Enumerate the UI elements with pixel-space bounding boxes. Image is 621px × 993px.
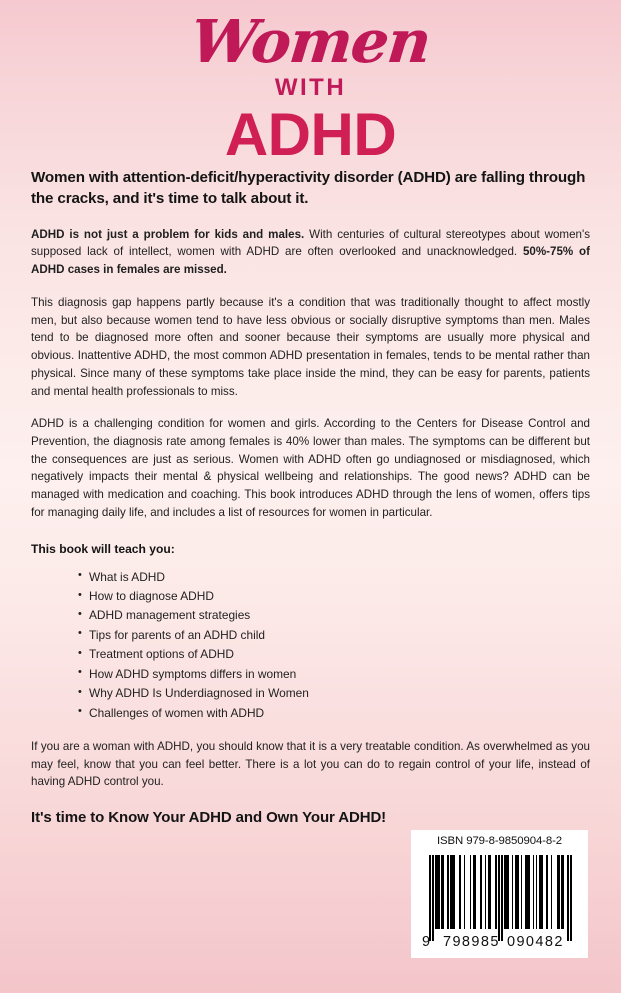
paragraph-4: If you are a woman with ADHD, you should know that it is a very treatable condition. As overwhelmed as you may feel, know that you can feel better. There is a lot you can do to regain control of your life, instead of having ADHD control you. <box>31 739 590 789</box>
barcode-bar <box>570 855 572 941</box>
barcode-lead-digit: 9 <box>422 934 432 950</box>
title-adhd: ADHD <box>224 101 397 169</box>
list-item: • What is ADHD <box>78 568 590 587</box>
call-to-action: It's time to Know Your ADHD and Own Your ADHD! <box>31 809 387 827</box>
title-block <box>0 0 621 169</box>
paragraph-1 <box>31 226 590 279</box>
teach-heading: This book will teach you: <box>31 541 175 556</box>
paragraph-1-bold-tail: 50%-75% of ADHD cases in females are missed. <box>31 245 590 277</box>
teach-list <box>31 568 590 723</box>
barcode-digits <box>411 934 588 951</box>
barcode-bars <box>429 855 572 929</box>
list-item: • ADHD management strategies <box>78 606 590 625</box>
list-item: • How to diagnose ADHD <box>78 587 590 606</box>
paragraph-3: ADHD is a challenging condition for women and girls. According to the Centers for Disease Control and Prevention, the diagnosis rate among females is 40% lower than males. The symptoms can be different but the consequences are just as serious. Women with ADHD often go undiagnosed or misdiagnosed, which negatively impacts their mental & physical wellbeing and relationships. The good news? ADHD can be managed with medication and coaching. This book introduces ADHD through the lens of women, offers tips for managing daily life, and includes a list of resources for women in particular. <box>31 417 590 519</box>
list-item: • How ADHD symptoms differs in women <box>78 665 590 684</box>
barcode-left-group: 798985 <box>443 934 500 950</box>
title-script-women: Women <box>187 7 434 76</box>
list-item: • Treatment options of ADHD <box>78 645 590 664</box>
title-with: WITH <box>274 74 347 102</box>
paragraph-1-body: With centuries of cultural stereotypes about women's supposed lack of intellect, women with ADHD are often overlooked and unacknowledged. <box>31 227 590 259</box>
isbn-label: ISBN 979-8-9850904-8-2 <box>436 835 563 847</box>
list-item: • Challenges of women with ADHD <box>78 704 590 723</box>
headline: Women with attention-deficit/hyperactivity disorder (ADHD) are falling through the cracks, and it's time to talk about it. <box>31 169 586 207</box>
content-area <box>31 168 590 826</box>
barcode-right-group: 090482 <box>507 934 564 950</box>
isbn-barcode-card <box>411 830 588 958</box>
paragraph-1-bold-lead: ADHD is not just a problem for kids and males. <box>31 227 305 241</box>
paragraph-2: This diagnosis gap happens partly because it's a condition that was traditionally thought to affect mostly men, but also because women tend to have less obvious or socially disruptive symptoms than men. Males tend to be diagnosed more often and sooner because their symptoms are usually more physical and obvious. Inattentive ADHD, the most common ADHD presentation in females, tends to be mental rather than physical. Since many of these symptoms take place inside the mind, they can be easy for parents, patients and mental health professionals to miss. <box>31 295 590 398</box>
list-item: • Tips for parents of an ADHD child <box>78 626 590 645</box>
list-item: • Why ADHD Is Underdiagnosed in Women <box>78 684 590 703</box>
